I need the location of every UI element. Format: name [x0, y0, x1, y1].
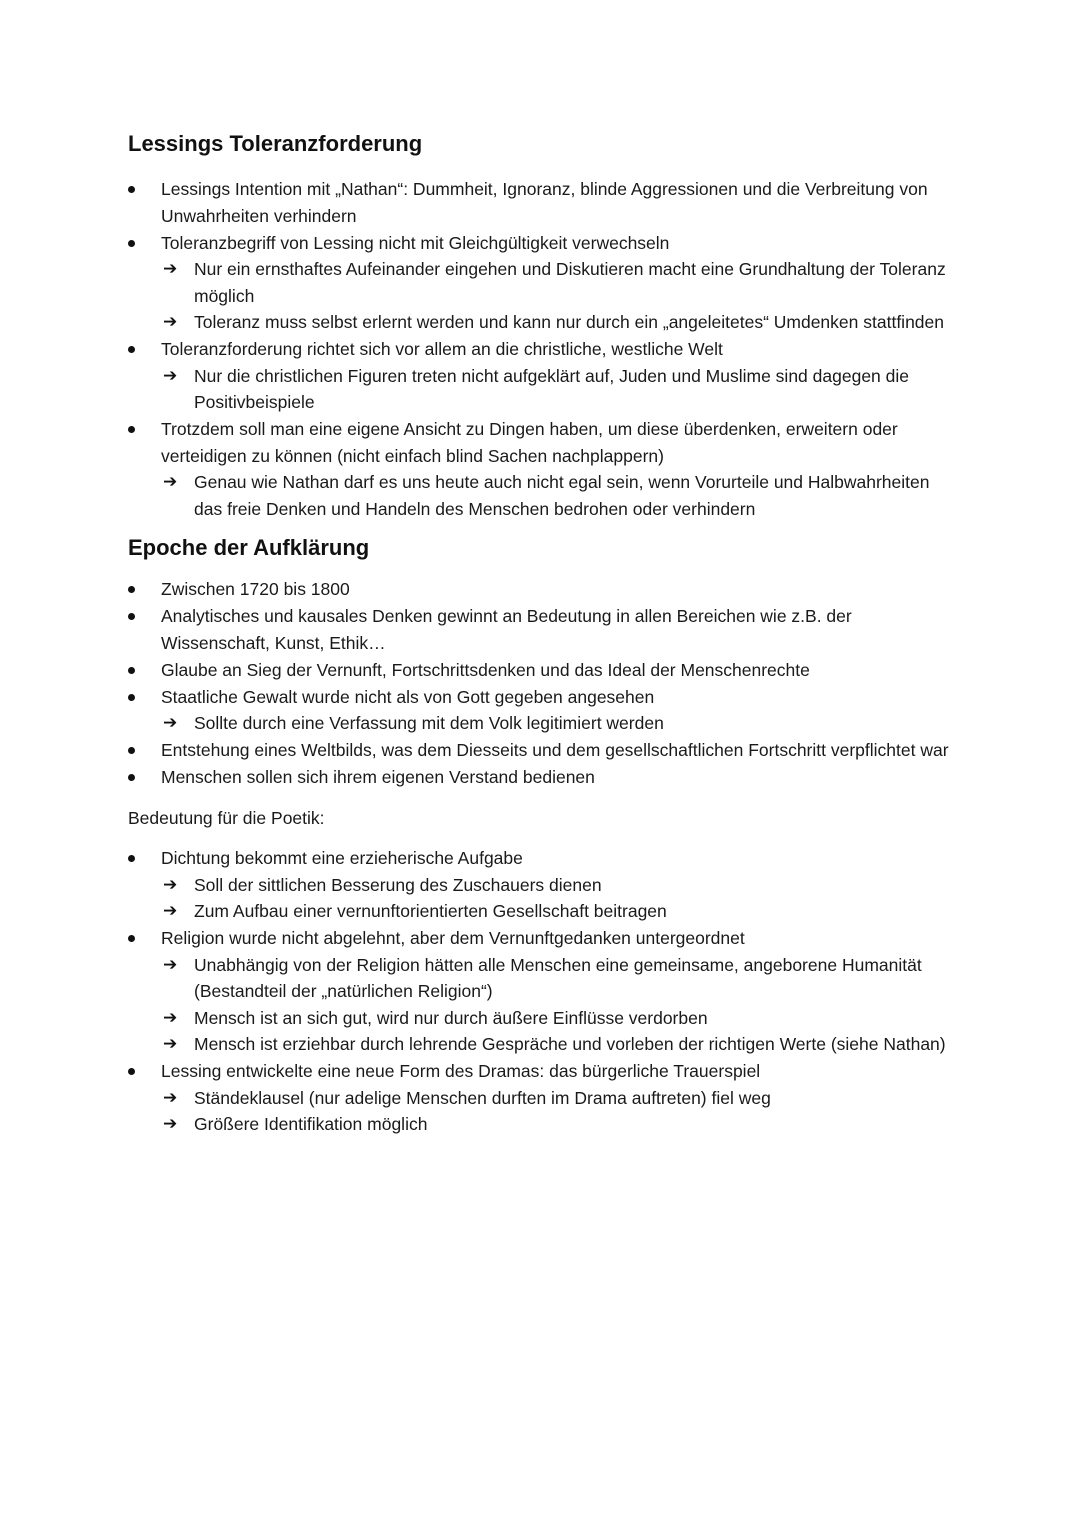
arrow-item-text: Genau wie Nathan darf es uns heute auch nicht egal sein, wenn Vorurteile und Halbwahrheiten das freie Denken und Handeln des Menschen bedrohen oder verhindern	[194, 472, 930, 519]
bullet-dot-icon	[128, 774, 135, 781]
bullet-dot-icon	[128, 1068, 135, 1075]
bullet-text: Lessings Intention mit „Nathan“: Dummheit, Ignoranz, blinde Aggressionen und die Verbreitung von Unwahrheiten verhindern	[161, 179, 928, 226]
bullet-text: Lessing entwickelte eine neue Form des Dramas: das bürgerliche Trauerspiel	[161, 1061, 761, 1081]
arrow-sublist	[161, 256, 958, 336]
arrow-item-text: Sollte durch eine Verfassung mit dem Volk legitimiert werden	[194, 713, 664, 733]
poetik-bullet-list	[128, 845, 958, 1138]
arrow-item	[161, 469, 958, 522]
bullet-text: Analytisches und kausales Denken gewinnt an Bedeutung in allen Bereichen wie z.B. der Wissenschaft, Kunst, Ethik…	[161, 606, 852, 653]
bullet-dot-icon	[128, 346, 135, 353]
arrow-item-text: Zum Aufbau einer vernunftorientierten Gesellschaft beitragen	[194, 901, 667, 921]
arrow-item-text: Soll der sittlichen Besserung des Zuschauers dienen	[194, 874, 602, 895]
right-arrow-icon: ➔	[163, 1007, 178, 1028]
arrow-sublist	[161, 872, 958, 925]
arrow-item-text: Toleranz muss selbst erlernt werden und kann nur durch ein „angeleitetes“ Umdenken stattfinden	[194, 312, 944, 332]
arrow-item-text: Mensch ist erziehbar durch lehrende Gespräche und vorleben der richtigen Werte (siehe Nathan)	[194, 1034, 946, 1054]
right-arrow-icon: ➔	[163, 312, 178, 332]
arrow-item	[161, 363, 958, 416]
bullet-item	[128, 176, 958, 229]
bullet-text: Zwischen 1720 bis 1800	[161, 579, 350, 599]
right-arrow-icon: ➔	[163, 713, 178, 733]
arrow-item	[161, 1005, 958, 1032]
arrow-item-text: Nur ein ernsthaftes Aufeinander eingehen und Diskutieren macht eine Grundhaltung der Toleranz möglich	[194, 259, 946, 306]
arrow-item	[161, 256, 958, 309]
right-arrow-icon: ➔	[163, 365, 178, 386]
bullet-item	[128, 764, 958, 791]
bullet-dot-icon	[128, 667, 135, 674]
arrow-item-text: Größere Identifikation möglich	[194, 1114, 428, 1134]
bullet-dot-icon	[128, 935, 135, 942]
bullet-dot-icon	[128, 747, 135, 754]
bullet-text: Trotzdem soll man eine eigene Ansicht zu Dingen haben, um diese überdenken, erweitern oder verteidigen zu können (nicht einfach blind Sachen nachplappern)	[161, 419, 898, 466]
bullet-dot-icon	[128, 426, 135, 433]
right-arrow-icon: ➔	[163, 472, 178, 492]
bullet-dot-icon	[128, 613, 135, 620]
bullet-item	[128, 416, 958, 522]
arrow-item-text: Unabhängig von der Religion hätten alle Menschen eine gemeinsame, angeborene Humanität (Bestandteil der „natürlichen Religion“)	[194, 954, 922, 1001]
bullet-dot-icon	[128, 855, 135, 862]
arrow-sublist	[161, 952, 958, 1058]
arrow-sublist	[161, 469, 958, 522]
bullet-item	[128, 576, 958, 603]
right-arrow-icon: ➔	[163, 1087, 178, 1108]
bullet-text: Menschen sollen sich ihrem eigenen Verstand bedienen	[161, 767, 595, 787]
poetik-subheading: Bedeutung für die Poetik:	[128, 807, 325, 828]
bullet-text: Glaube an Sieg der Vernunft, Fortschrittsdenken und das Ideal der Menschenrechte	[161, 659, 810, 680]
bullet-item	[128, 684, 958, 737]
arrow-item	[161, 710, 958, 737]
arrow-sublist	[161, 363, 958, 416]
bullet-item	[128, 657, 958, 684]
bullet-item	[128, 845, 958, 925]
arrow-item-text: Mensch ist an sich gut, wird nur durch äußere Einflüsse verdorben	[194, 1007, 708, 1028]
bullet-text: Toleranzforderung richtet sich vor allem an die christliche, westliche Welt	[161, 339, 723, 359]
bullet-item	[128, 603, 958, 656]
bullet-dot-icon	[128, 586, 135, 593]
right-arrow-icon: ➔	[163, 259, 178, 279]
right-arrow-icon: ➔	[163, 1114, 178, 1134]
arrow-item	[161, 872, 958, 899]
section-title-aufklaerung: Epoche der Aufklärung	[128, 535, 370, 560]
arrow-item-text: Nur die christlichen Figuren treten nicht aufgeklärt auf, Juden und Muslime sind dagegen die Positivbeispiele	[194, 365, 909, 412]
bullet-text: Staatliche Gewalt wurde nicht als von Gott gegeben angesehen	[161, 686, 655, 707]
section-title-toleranzforderung: Lessings Toleranzforderung	[128, 131, 423, 156]
bullet-dot-icon	[128, 240, 135, 247]
arrow-item	[161, 1031, 958, 1058]
bullet-dot-icon	[128, 694, 135, 701]
bullet-text: Dichtung bekommt eine erzieherische Aufgabe	[161, 848, 523, 868]
arrow-item-text: Ständeklausel (nur adelige Menschen durften im Drama auftreten) fiel weg	[194, 1087, 771, 1108]
bullet-item	[128, 1058, 958, 1138]
arrow-item	[161, 309, 958, 336]
right-arrow-icon: ➔	[163, 874, 178, 895]
arrow-sublist	[161, 710, 958, 737]
document-page	[128, 128, 958, 1138]
right-arrow-icon: ➔	[163, 954, 178, 975]
aufklaerung-bullet-list	[128, 576, 958, 791]
bullet-item	[128, 230, 958, 336]
bullet-text: Religion wurde nicht abgelehnt, aber dem Vernunftgedanken untergeordnet	[161, 928, 745, 948]
arrow-item	[161, 898, 958, 925]
bullet-item	[128, 336, 958, 416]
bullet-text: Toleranzbegriff von Lessing nicht mit Gleichgültigkeit verwechseln	[161, 232, 670, 253]
bullet-item	[128, 737, 958, 764]
arrow-item	[161, 1085, 958, 1112]
right-arrow-icon: ➔	[163, 901, 178, 921]
arrow-item	[161, 952, 958, 1005]
bullet-item	[128, 925, 958, 1058]
arrow-item	[161, 1111, 958, 1138]
right-arrow-icon: ➔	[163, 1034, 178, 1054]
toleranz-bullet-list	[128, 176, 958, 522]
arrow-sublist	[161, 1085, 958, 1138]
bullet-text: Entstehung eines Weltbilds, was dem Diesseits und dem gesellschaftlichen Fortschritt verpflichtet war	[161, 740, 949, 760]
bullet-dot-icon	[128, 186, 135, 193]
